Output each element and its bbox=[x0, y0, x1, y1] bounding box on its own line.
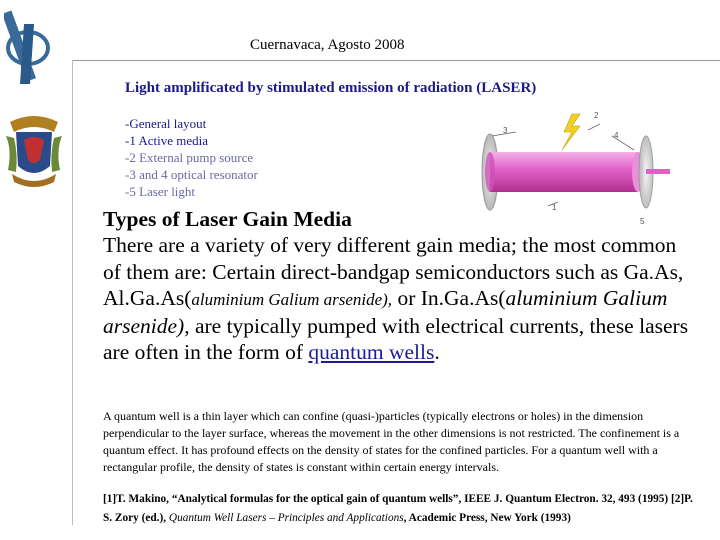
laser-beam bbox=[646, 169, 670, 174]
list-item: -General layout bbox=[125, 116, 207, 131]
pump-bolt-icon bbox=[562, 114, 580, 150]
laser-title: Light amplificated by stimulated emission of radiation (LASER) bbox=[125, 80, 537, 96]
references: [1]T. Makino, “Analytical formulas for the optical gain of quantum wells”, IEEE J. Quantum Electron. 32, 493 (1995) [2]P. S. Zory (ed.), Quantum Well Lasers – Principles and Applications, Academic Press, New York (1993) bbox=[103, 493, 693, 524]
label-2: 2 bbox=[594, 111, 599, 120]
unam-crest-logo bbox=[2, 110, 66, 188]
active-medium-rod bbox=[490, 152, 638, 192]
label-4: 4 bbox=[614, 131, 619, 140]
label-1: 1 bbox=[552, 203, 557, 212]
list-item: -2 External pump source bbox=[125, 150, 254, 165]
laser-layout-list bbox=[125, 115, 258, 200]
institute-logo bbox=[4, 4, 60, 100]
label-3: 3 bbox=[503, 126, 508, 135]
quantum-wells-link[interactable]: quantum wells bbox=[308, 340, 435, 365]
header-location-date: Cuernavaca, Agosto 2008 bbox=[250, 37, 405, 53]
quantum-well-definition: A quantum well is a thin layer which can confine (quasi-)particles (typically electrons or holes) in the dimension perpendicular to the layer surface, whereas the movement in the other dimensions is not restricted. The confinement is a quantum effect. It has profound effects on the density of states for the confined particles. For a quantum well with a rectangular profile, the density of states is constant within certain energy intervals. bbox=[103, 409, 680, 474]
label-5: 5 bbox=[640, 217, 645, 226]
list-item: -1 Active media bbox=[125, 133, 209, 148]
gain-media-section bbox=[103, 206, 693, 366]
left-margin-rule bbox=[72, 60, 73, 525]
list-item: -3 and 4 optical resonator bbox=[125, 167, 258, 182]
section-paragraph: There are a variety of very different gain media; the most common of them are: Certain direct-bandgap semiconductors such as Ga.As, Al.Ga.As(aluminium Galium arsenide), or In.Ga.As(aluminium Galium arsenide), are typically pumped with electrical currents, these lasers are often in the form of quantum wells. bbox=[103, 233, 689, 365]
section-heading: Types of Laser Gain Media bbox=[103, 207, 352, 231]
header-divider bbox=[72, 60, 720, 61]
list-item: -5 Laser light bbox=[125, 184, 196, 199]
